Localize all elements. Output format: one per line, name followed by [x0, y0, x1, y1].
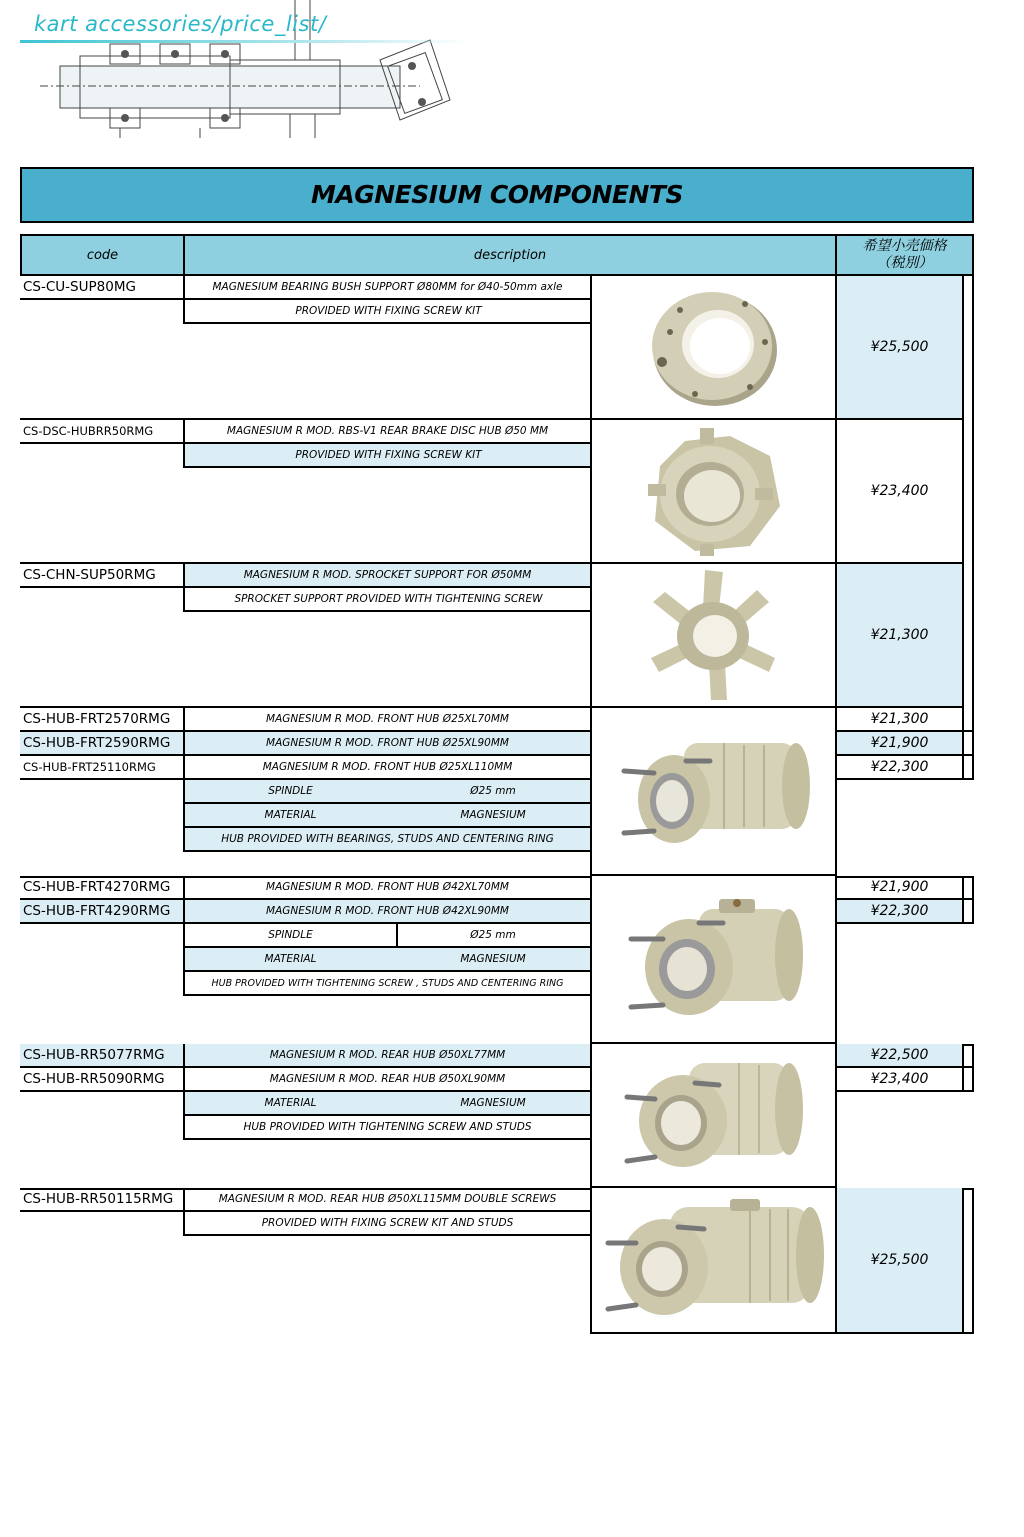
- table-border: [962, 1068, 974, 1092]
- spec-label: SPINDLE: [183, 780, 398, 804]
- product-price: ¥21,300: [835, 564, 964, 708]
- front-hub-42-image: [619, 889, 809, 1029]
- spec-value: MAGNESIUM: [396, 948, 592, 972]
- table-border: [962, 732, 974, 756]
- product-price: ¥22,500: [835, 1044, 964, 1068]
- column-header-price: [835, 234, 974, 276]
- table-border: [972, 564, 974, 708]
- table-border: [962, 900, 974, 924]
- spec-value: MAGNESIUM: [396, 1092, 592, 1116]
- spec-value: Ø25 mm: [396, 924, 592, 948]
- product-description: MAGNESIUM R MOD. FRONT HUB Ø25XL110MM: [183, 756, 592, 780]
- product-code: CS-HUB-FRT2590RMG: [20, 732, 185, 756]
- table-border: [962, 756, 974, 780]
- product-note: HUB PROVIDED WITH TIGHTENING SCREW , STUDS AND CENTERING RING: [183, 972, 592, 996]
- product-code: CS-HUB-FRT4270RMG: [20, 876, 185, 900]
- product-image-cell: [590, 708, 837, 876]
- rear-hub-115-image: [600, 1195, 830, 1325]
- bearing-support-image: [640, 282, 790, 412]
- product-code: CS-CHN-SUP50RMG: [20, 564, 185, 588]
- spec-label: MATERIAL: [183, 1092, 398, 1116]
- product-note: PROVIDED WITH FIXING SCREW KIT: [183, 444, 592, 468]
- product-description: MAGNESIUM R MOD. FRONT HUB Ø42XL90MM: [183, 900, 592, 924]
- product-image-cell: [590, 1044, 837, 1188]
- product-price: ¥25,500: [835, 276, 964, 420]
- spec-label: MATERIAL: [183, 804, 398, 828]
- brake-disc-hub-image: [640, 426, 790, 556]
- section-title-bar: [20, 167, 974, 223]
- product-description: MAGNESIUM BEARING BUSH SUPPORT Ø80MM for Ø40-50mm axle: [183, 276, 592, 300]
- product-code: CS-HUB-FRT2570RMG: [20, 708, 185, 732]
- spec-label: SPINDLE: [183, 924, 398, 948]
- spec-value: Ø25 mm: [396, 780, 592, 804]
- product-description: MAGNESIUM R MOD. SPROCKET SUPPORT FOR Ø50MM: [183, 564, 592, 588]
- column-header-code: code: [20, 234, 185, 276]
- product-note: PROVIDED WITH FIXING SCREW KIT: [183, 300, 592, 324]
- product-price: ¥22,300: [835, 756, 964, 780]
- row-divider: [590, 1332, 974, 1334]
- front-hub-25-image: [614, 721, 814, 861]
- product-description: MAGNESIUM R MOD. REAR HUB Ø50XL90MM: [183, 1068, 592, 1092]
- table-border: [972, 276, 974, 420]
- table-border: [972, 1188, 974, 1334]
- product-price: ¥23,400: [835, 1068, 964, 1092]
- product-image-cell: [590, 276, 837, 420]
- table-border: [972, 420, 974, 564]
- product-note: SPROCKET SUPPORT PROVIDED WITH TIGHTENING SCREW: [183, 588, 592, 612]
- product-price: ¥23,400: [835, 420, 964, 564]
- page-title: MAGNESIUM COMPONENTS: [311, 180, 683, 209]
- sprocket-support-image: [645, 568, 785, 703]
- product-description: MAGNESIUM R MOD. RBS-V1 REAR BRAKE DISC HUB Ø50 MM: [183, 420, 592, 444]
- product-code: CS-HUB-RR5077RMG: [20, 1044, 185, 1068]
- product-price: ¥21,300: [835, 708, 964, 732]
- product-description: MAGNESIUM R MOD. REAR HUB Ø50XL115MM DOUBLE SCREWS: [183, 1188, 592, 1212]
- table-border: [962, 1044, 974, 1068]
- rear-hub-50-image: [619, 1053, 809, 1178]
- product-note: HUB PROVIDED WITH BEARINGS, STUDS AND CENTERING RING: [183, 828, 592, 852]
- table-border: [962, 708, 974, 732]
- product-price: ¥21,900: [835, 732, 964, 756]
- table-border: [962, 876, 974, 900]
- spec-label: MATERIAL: [183, 948, 398, 972]
- product-image-cell: [590, 420, 837, 564]
- product-image-cell: [590, 564, 837, 708]
- price-header-line1: 希望小売価格: [862, 238, 947, 254]
- breadcrumb[interactable]: kart accessories/price_list/: [34, 12, 327, 36]
- product-description: MAGNESIUM R MOD. FRONT HUB Ø42XL70MM: [183, 876, 592, 900]
- product-image-cell: [590, 1188, 837, 1334]
- spec-value: MAGNESIUM: [396, 804, 592, 828]
- price-header-line2: （税別）: [876, 255, 933, 271]
- product-code: CS-HUB-FRT25110RMG: [20, 756, 185, 780]
- product-description: MAGNESIUM R MOD. REAR HUB Ø50XL77MM: [183, 1044, 592, 1068]
- product-price: ¥21,900: [835, 876, 964, 900]
- breadcrumb-underline: [20, 40, 470, 43]
- product-code: CS-DSC-HUBRR50RMG: [20, 420, 185, 444]
- column-header-description: description: [183, 234, 837, 276]
- product-description: MAGNESIUM R MOD. FRONT HUB Ø25XL70MM: [183, 708, 592, 732]
- product-note: HUB PROVIDED WITH TIGHTENING SCREW AND STUDS: [183, 1116, 592, 1140]
- product-price: ¥25,500: [835, 1188, 964, 1334]
- product-code: CS-HUB-RR5090RMG: [20, 1068, 185, 1092]
- product-note: PROVIDED WITH FIXING SCREW KIT AND STUDS: [183, 1212, 592, 1236]
- product-price: ¥22,300: [835, 900, 964, 924]
- product-code: CS-CU-SUP80MG: [20, 276, 185, 300]
- product-code: CS-HUB-RR50115RMG: [20, 1188, 185, 1212]
- product-description: MAGNESIUM R MOD. FRONT HUB Ø25XL90MM: [183, 732, 592, 756]
- product-code: CS-HUB-FRT4290RMG: [20, 900, 185, 924]
- product-image-cell: [590, 876, 837, 1044]
